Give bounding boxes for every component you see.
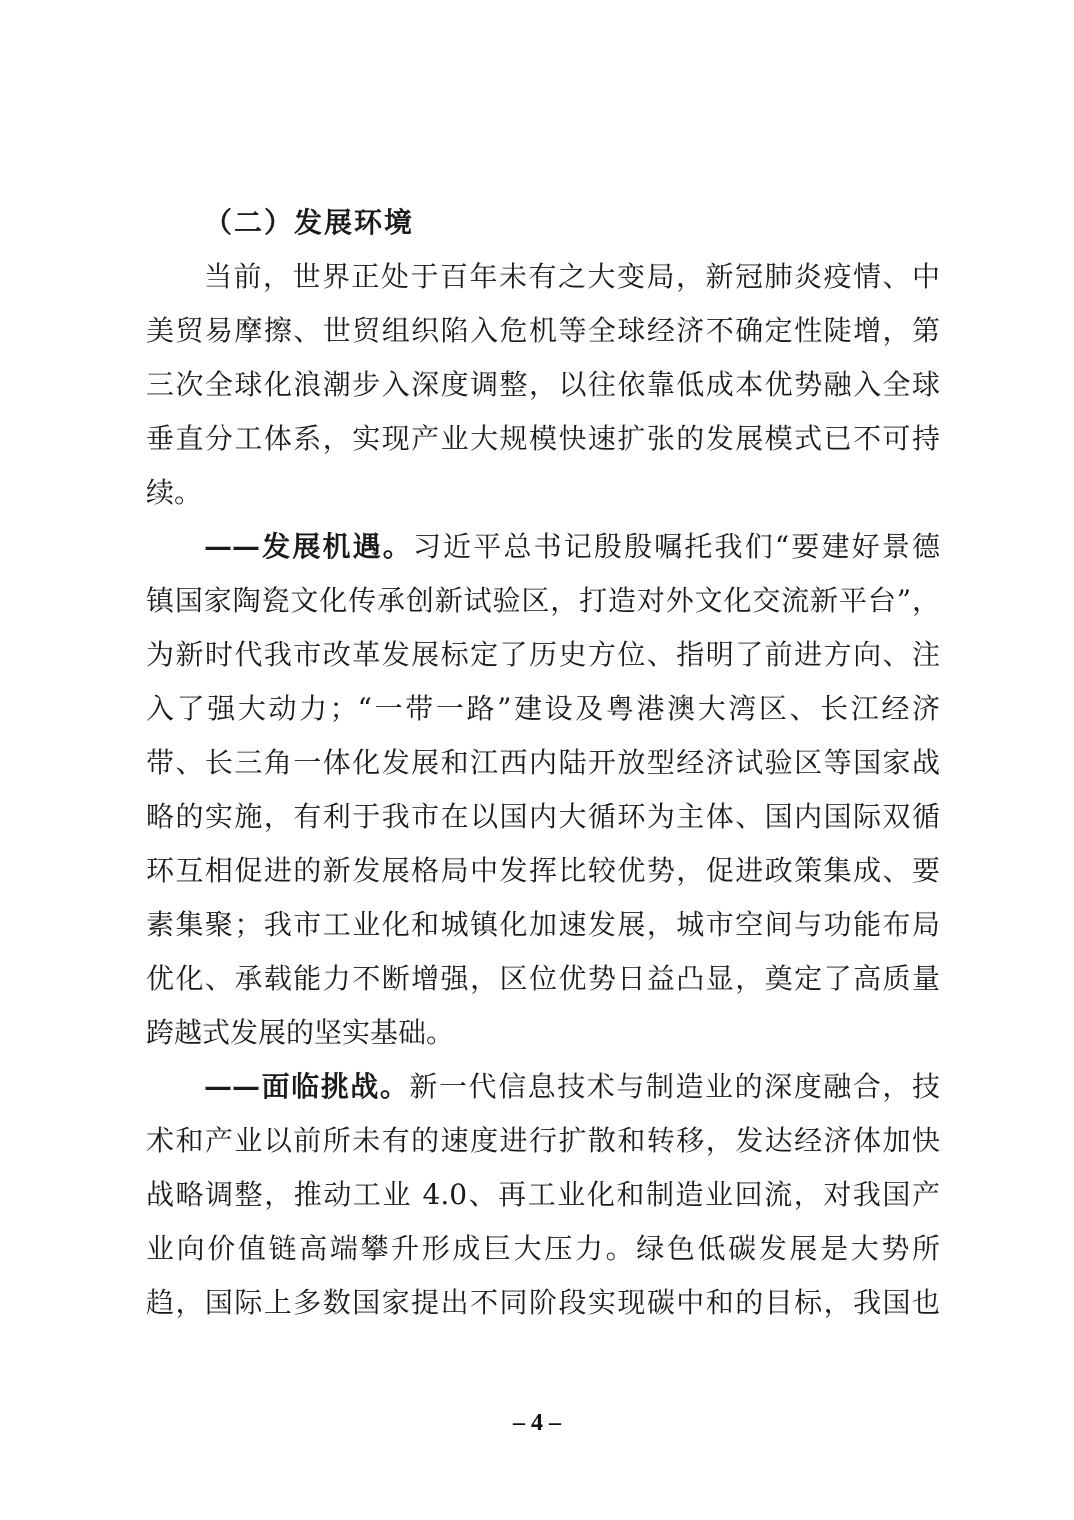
paragraph-line: 素集聚；我市工业化和城镇化加速发展，城市空间与功能布局	[146, 908, 940, 941]
paragraph-lead: ——发展机遇。	[204, 530, 413, 563]
paragraph-line	[146, 520, 940, 574]
document-body	[146, 196, 940, 1330]
paragraph-line: 镇国家陶瓷文化传承创新试验区，打造对外文化交流新平台”，	[146, 584, 940, 617]
paragraph-opportunities	[146, 520, 940, 1060]
paragraph-challenges	[146, 1060, 940, 1330]
paragraph-line: 跨越式发展的坚实基础。	[146, 1016, 455, 1049]
paragraph-line	[146, 1060, 940, 1114]
paragraph-line: 环互相促进的新发展格局中发挥比较优势，促进政策集成、要	[146, 854, 940, 887]
paragraph-line: 略的实施，有利于我市在以国内大循环为主体、国内国际双循	[146, 800, 940, 833]
section-heading: （二）发展环境	[204, 206, 415, 239]
paragraph-line: 为新时代我市改革发展标定了历史方位、指明了前进方向、注	[146, 638, 940, 671]
paragraph-line: 战略调整，推动工业 4.0、再工业化和制造业回流，对我国产	[146, 1178, 940, 1211]
paragraph-line: 带、长三角一体化发展和江西内陆开放型经济试验区等国家战	[146, 746, 940, 779]
paragraph-line: 趋，国际上多数国家提出不同阶段实现碳中和的目标，我国也	[146, 1286, 940, 1319]
paragraph-line: 美贸易摩擦、世贸组织陷入危机等全球经济不确定性陡增，第	[146, 314, 940, 347]
paragraph-line: 垂直分工体系，实现产业大规模快速扩张的发展模式已不可持	[146, 422, 940, 455]
paragraph-line: 术和产业以前所未有的速度进行扩散和转移，发达经济体加快	[146, 1124, 940, 1157]
paragraph-line: 续。	[146, 476, 203, 509]
paragraph-lead: ——面临挑战。	[204, 1070, 410, 1103]
page-number: – 4 –	[513, 1410, 561, 1436]
paragraph-text: 习近平总书记殷殷嘱托我们“要建好景德	[412, 530, 940, 563]
paragraph-line: 三次全球化浪潮步入深度调整，以往依靠低成本优势融入全球	[146, 368, 940, 401]
paragraph-line: 入了强大动力；“一带一路”建设及粤港澳大湾区、长江经济	[146, 692, 940, 725]
paragraph-line: 优化、承载能力不断增强，区位优势日益凸显，奠定了高质量	[146, 962, 940, 995]
paragraph-line: 当前，世界正处于百年未有之大变局，新冠肺炎疫情、中	[204, 260, 940, 293]
paragraph-text: 新一代信息技术与制造业的深度融合，技	[409, 1070, 940, 1103]
paragraph-environment	[146, 250, 940, 520]
paragraph-line: 业向价值链高端攀升形成巨大压力。绿色低碳发展是大势所	[146, 1232, 940, 1265]
